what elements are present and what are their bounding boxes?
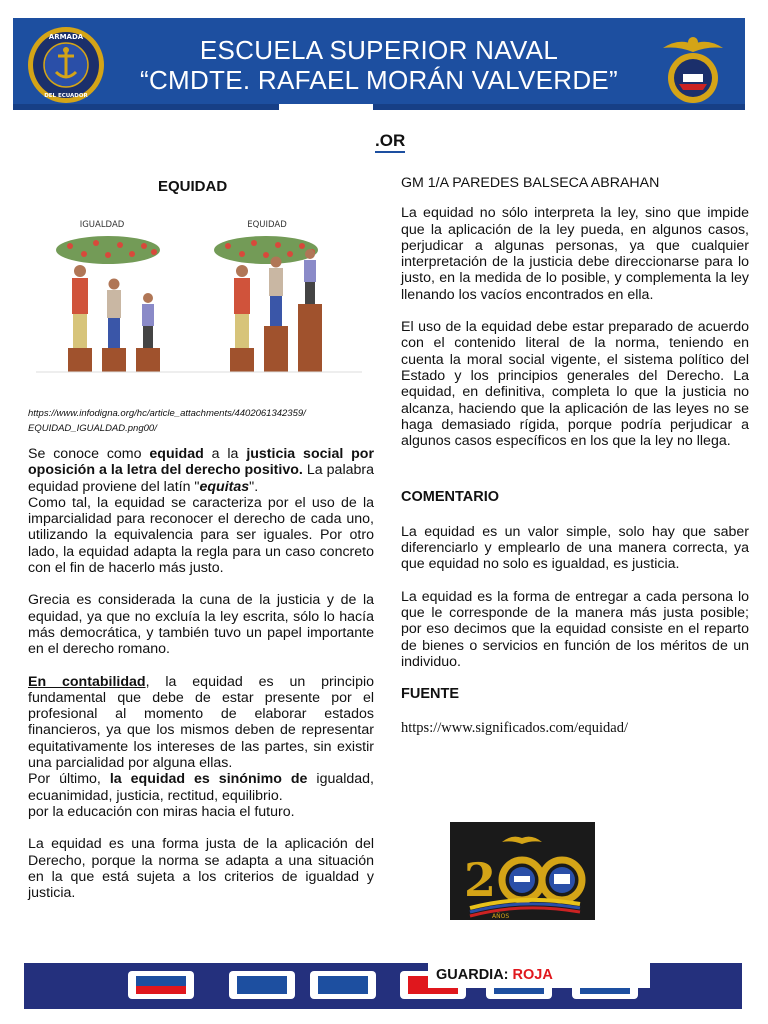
- image-citation: https://www.infodigna.org/hc/article_attachments/4402061342359/ EQUIDAD_IGUALDAD.png00/: [28, 408, 306, 434]
- paragraph-definition: Se conoce como equidad a la justicia social por oposición a la letra del derecho positivo. La palabra equidad proviene del latín "equitas". Como tal, la equidad se caracteriza por el uso de la imparcialidad para reconocer el derecho de cada uno, utilizando la equivalencia para ser iguales. Por otro lado, la equidad adapta la regla para un caso concreto con el fin de hacerlo más justo.: [28, 446, 374, 577]
- comment-paragraph-2: La equidad es la forma de entregar a cada persona lo que le corresponde de la manera más justa posible; por eso decimos que la equidad consiste en el reparto de bienes o servicios en función de los méritos de un individuo.: [401, 588, 749, 670]
- header-gap: [279, 104, 373, 116]
- article-title: EQUIDAD: [158, 178, 228, 195]
- right-column: [401, 175, 749, 753]
- footer-tile-2: [229, 971, 295, 999]
- author-line: GM 1/A PAREDES BALSECA ABRAHAN: [401, 175, 660, 191]
- school-name: ESCUELA SUPERIOR NAVAL: [199, 35, 559, 65]
- svg-text:EQUIDAD: EQUIDAD: [247, 220, 287, 230]
- svg-text:AÑOS: AÑOS: [492, 913, 510, 920]
- school-subtitle: “CMDTE. RAFAEL MORÁN VALVERDE”: [139, 65, 619, 95]
- paragraph-usage: El uso de la equidad debe estar preparado de acuerdo con el contenido literal de la norma, teniendo en cuenta la moral social vigente, el sistema político del Estado y los principios generales del Derecho. La equidad, en definitiva, completa lo que la justicia no alcanza, haciendo que la aplicación de las leyes no se haga demasiado rígida, porque podría perjudicar a algunos casos específicos en los que la ley no llega.: [401, 319, 749, 450]
- article-body: [28, 446, 374, 917]
- paragraph-accounting: En contabilidad, la equidad es un principio fundamental que debe de estar presente por el profesional al momento de elaborar estados financieros, ya que los mismos deben de representar equitativamente los intereses de las partes, sin existir una parcialidad por alguna ellas. Por último, la equidad es sinónimo de igualdad, ecuanimidad, justicia, rectitud, equilibrio. por la educación con miras hacia el futuro.: [28, 673, 374, 820]
- naval-school-crest-icon: [653, 28, 733, 108]
- source-link[interactable]: https://www.significados.com/equidad/: [401, 720, 629, 737]
- 200-years-anniversary-badge: [450, 822, 595, 920]
- footer-tile-1: [128, 971, 194, 999]
- comment-heading: COMENTARIO: [401, 489, 500, 506]
- cropped-heading-fragment: .OR: [375, 131, 405, 153]
- svg-text:ARMADA: ARMADA: [48, 33, 84, 41]
- guard-label: GUARDIA: ROJA: [428, 963, 650, 988]
- footer-tile-3: [310, 971, 376, 999]
- comment-paragraph-1: La equidad es un valor simple, solo hay que saber diferenciarlo y emplearlo de una manera correcta, ya que equidad no solo es igualdad, es justicia.: [401, 523, 749, 573]
- svg-text:2: 2: [464, 853, 497, 907]
- paragraph-greece: Grecia es considerada la cuna de la justicia y de la equidad, ya que no excluía la ley escrita, sólo lo hacía más democrática, y también tuvo un papel importante en el derecho romano.: [28, 592, 374, 658]
- paragraph-conclusion: La equidad es una forma justa de la aplicación del Derecho, porque la norma se adapta a una situación en la que está sujeta a los criterios de igualdad y justicia.: [28, 836, 374, 902]
- header-banner: [13, 18, 745, 110]
- equality-vs-equity-illustration: [36, 210, 362, 375]
- source-heading: FUENTE: [401, 686, 459, 703]
- svg-text:DEL ECUADOR: DEL ECUADOR: [44, 93, 88, 99]
- svg-text:IGUALDAD: IGUALDAD: [79, 220, 125, 230]
- guard-value: ROJA: [512, 967, 553, 983]
- paragraph-interpretation: La equidad no sólo interpreta la ley, sino que impide que la aplicación de la ley pueda, en algunos casos, perjudicar a algunas personas, ya que cualquier interpretación de la justicia debe direccionarse para lo justo, en la medida de lo posible, y complementa la ley llenando los vacíos encontrados en ella.: [401, 205, 749, 303]
